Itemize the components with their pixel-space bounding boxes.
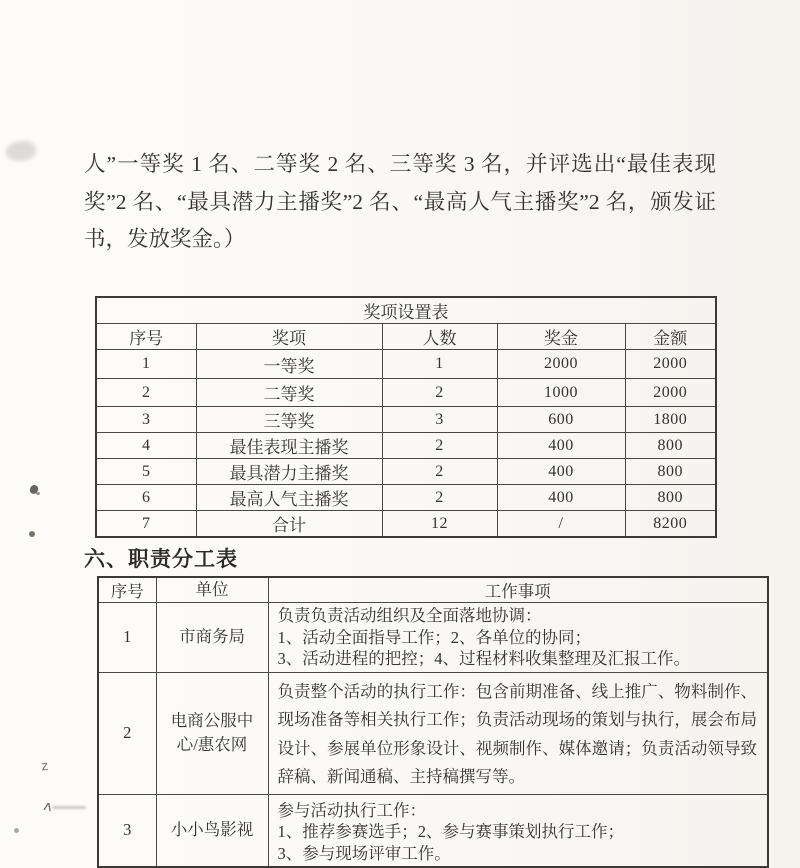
col-header-prize: 奖金 xyxy=(497,324,625,350)
cell-amount: 1800 xyxy=(625,407,716,433)
task-line: 参与活动执行工作： xyxy=(277,800,426,820)
cell-count: 2 xyxy=(382,433,497,459)
cell-amount: 800 xyxy=(625,485,716,511)
award-table-title-row xyxy=(96,297,716,324)
cell-prize: / xyxy=(497,511,625,538)
table-row xyxy=(96,350,716,379)
cell-award: 二等奖 xyxy=(196,379,382,407)
col-header-award: 奖项 xyxy=(196,324,382,350)
table-row xyxy=(98,603,768,673)
col-header-index: 序号 xyxy=(96,324,196,350)
duty-table xyxy=(97,576,769,868)
scan-smudge xyxy=(6,141,36,161)
cell-count: 1 xyxy=(382,350,497,379)
cell-award: 最佳表现主播奖 xyxy=(196,433,382,459)
cell-unit: 小小鸟影视 xyxy=(156,794,268,867)
award-table-header-row xyxy=(96,324,716,350)
cell-prize: 400 xyxy=(497,459,625,485)
table-row xyxy=(98,794,768,867)
cell-index: 5 xyxy=(96,459,196,485)
cell-count: 3 xyxy=(382,407,497,433)
ink-speck xyxy=(29,531,35,537)
cell-tasks xyxy=(268,672,768,794)
cell-count: 2 xyxy=(382,485,497,511)
table-row-total xyxy=(96,511,716,538)
cell-count: 12 xyxy=(382,511,497,538)
ink-smudge xyxy=(52,806,86,809)
cell-index: 1 xyxy=(96,350,196,379)
ink-speck xyxy=(36,492,40,495)
task-line: 1、活动全面指导工作；2、各单位的协同； xyxy=(277,627,591,647)
cell-award: 最具潜力主播奖 xyxy=(196,459,382,485)
col-header-tasks: 工作事项 xyxy=(268,577,768,603)
cell-amount: 2000 xyxy=(625,350,716,379)
table-row xyxy=(96,485,716,511)
cell-index: 2 xyxy=(96,379,196,407)
cell-count: 2 xyxy=(382,459,497,485)
award-table-title: 奖项设置表 xyxy=(96,297,716,324)
cell-index: 4 xyxy=(96,433,196,459)
cell-prize: 2000 xyxy=(497,350,625,379)
task-line: 3、参与现场评审工作。 xyxy=(277,843,451,863)
task-paragraph: 负责整个活动的执行工作：包含前期准备、线上推广、物料制作、现场准备等相关执行工作；负责活动现场的策划与执行，展会布局设计、参展单位形象设计、视频制作、媒体邀请；负责活动领导致辞稿、新闻通稿、主持稿撰写等。 xyxy=(277,681,757,786)
cell-index: 2 xyxy=(98,672,156,794)
cell-prize: 1000 xyxy=(497,379,625,407)
task-line: 3、活动进程的把控；4、过程材料收集整理及汇报工作。 xyxy=(277,649,690,668)
table-row xyxy=(98,672,768,794)
task-line: 负责负责活动组织及全面落地协调： xyxy=(277,606,542,625)
cell-award: 最高人气主播奖 xyxy=(196,485,382,511)
col-header-count: 人数 xyxy=(382,324,497,350)
col-header-amount: 金额 xyxy=(625,324,716,350)
ink-speck xyxy=(14,828,19,833)
cell-award: 三等奖 xyxy=(196,407,382,433)
cell-prize: 600 xyxy=(497,407,625,433)
cell-amount: 2000 xyxy=(625,379,716,407)
cell-amount: 800 xyxy=(625,459,716,485)
cell-index: 1 xyxy=(98,603,156,673)
award-table xyxy=(95,296,715,538)
cell-index: 7 xyxy=(96,511,196,538)
cell-amount: 800 xyxy=(625,433,716,459)
col-header-index: 序号 xyxy=(98,577,156,603)
table-row xyxy=(96,459,716,485)
cell-tasks xyxy=(268,603,768,673)
section-heading: 六、职责分工表 xyxy=(84,548,238,571)
ink-smudge: z xyxy=(40,758,50,775)
cell-index: 3 xyxy=(98,794,156,867)
ink-smudge: ʌ xyxy=(42,797,54,816)
table-row xyxy=(96,433,716,459)
table-row xyxy=(96,407,716,433)
cell-index: 6 xyxy=(96,485,196,511)
cell-count: 2 xyxy=(382,379,497,407)
intro-paragraph: 人”一等奖 1 名、二等奖 2 名、三等奖 3 名，并评选出“最佳表现奖”2 名、“最具潜力主播奖”2 名、“最高人气主播奖”2 名，颁发证书，发放奖金。） xyxy=(84,152,716,251)
cell-prize: 400 xyxy=(497,485,625,511)
ink-speck xyxy=(29,484,40,495)
task-line: 1、推荐参赛选手；2、参与赛事策划执行工作； xyxy=(277,822,624,841)
cell-unit: 电商公服中心/惠农网 xyxy=(156,672,268,794)
cell-unit: 市商务局 xyxy=(156,603,268,673)
duty-table-header-row xyxy=(98,577,768,603)
cell-tasks xyxy=(268,794,768,867)
table-row xyxy=(96,379,716,407)
cell-prize: 400 xyxy=(497,433,625,459)
cell-index: 3 xyxy=(96,407,196,433)
cell-amount: 8200 xyxy=(625,511,716,538)
cell-award: 合计 xyxy=(196,511,382,538)
col-header-unit: 单位 xyxy=(156,577,268,603)
cell-award: 一等奖 xyxy=(196,350,382,379)
